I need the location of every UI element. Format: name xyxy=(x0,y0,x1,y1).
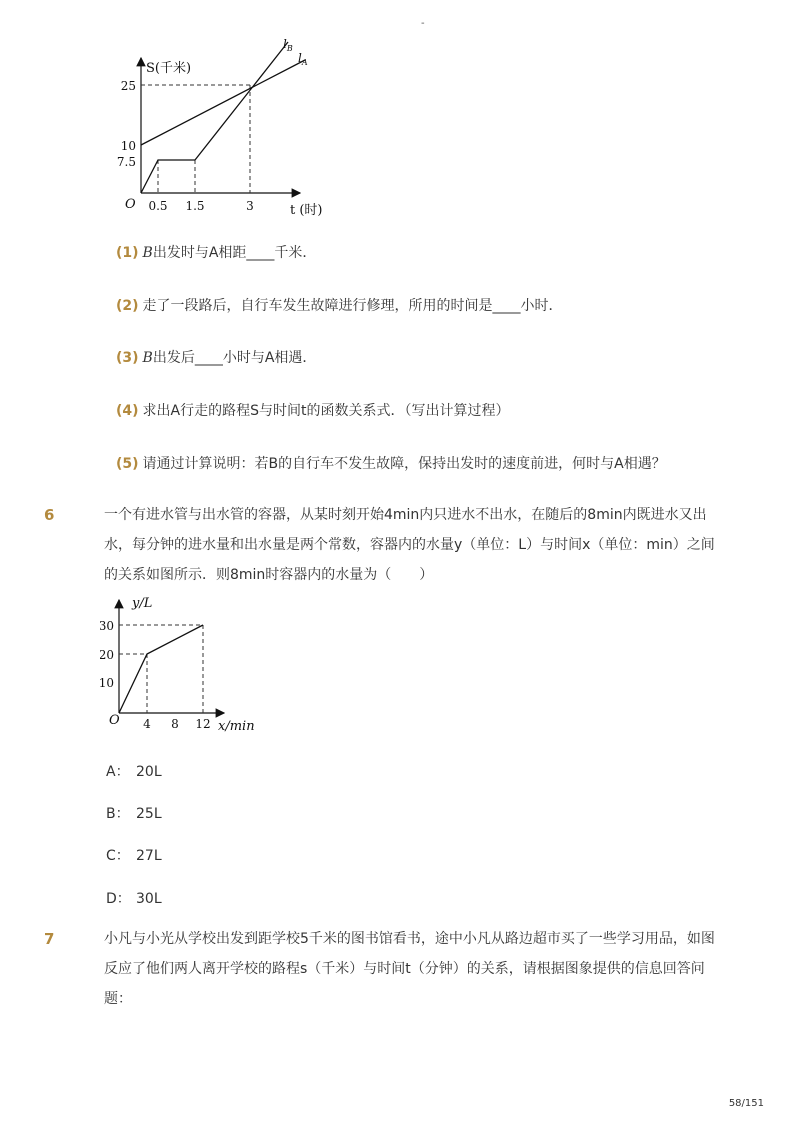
y-tick-25: 25 xyxy=(120,79,136,93)
y-tick-20: 20 xyxy=(100,648,114,662)
sub-text: 出发后____小时与A相遇． xyxy=(152,350,317,366)
option-d[interactable] xyxy=(106,888,162,908)
sub-text: 走了一段路后，自行车发生故障进行修理，所用的时间是____小时． xyxy=(142,298,563,314)
volume-line xyxy=(119,625,203,713)
x-tick-1-5: 1.5 xyxy=(185,199,205,213)
sub-num: (5) xyxy=(116,456,139,472)
line-b-label: $l_B$ xyxy=(283,37,293,53)
q6-number: 6 xyxy=(44,506,55,524)
distance-time-figure xyxy=(100,30,340,234)
x-tick-4: 4 xyxy=(143,717,151,731)
x-tick-8: 8 xyxy=(171,717,179,731)
q7-text: 小凡与小光从学校出发到距学校5千米的图书馆看书，途中小凡从路边超市买了一些学习用品，如图反应了他们两人离开学校的路程s（千米）与时间t（分钟）的关系，请根据图象提供的信息回答问题： xyxy=(104,931,715,1007)
header-mark: - xyxy=(421,18,425,29)
x-axis-label: x/min xyxy=(218,719,255,734)
page-number: 58/151 xyxy=(728,1098,764,1109)
sub-text: 出发时与A相距____千米． xyxy=(152,245,317,261)
var-b: B xyxy=(142,350,153,366)
y-tick-10: 10 xyxy=(120,139,136,153)
option-label: D： xyxy=(106,891,131,907)
distance-time-graph xyxy=(100,30,340,230)
origin-label: O xyxy=(125,197,136,212)
option-value: 20L xyxy=(136,764,162,780)
sub-num: (1) xyxy=(116,245,139,261)
option-label: C： xyxy=(106,848,130,864)
water-volume-figure xyxy=(100,590,270,744)
water-volume-graph xyxy=(100,590,270,740)
sub-num: (4) xyxy=(116,403,139,419)
option-c[interactable] xyxy=(106,845,162,865)
y-axis-label: y/L xyxy=(132,596,153,611)
q5-sub-2 xyxy=(116,296,563,316)
q7-number: 7 xyxy=(44,930,55,948)
var-b: B xyxy=(142,245,153,261)
sub-text: 求出A行走的路程S与时间t的函数关系式．（写出计算过程） xyxy=(142,403,510,419)
y-tick-10: 10 xyxy=(100,676,114,690)
option-value: 30L xyxy=(136,891,162,907)
q6-text: 一个有进水管与出水管的容器，从某时刻开始4min内只进水不出水，在随后的8min内既进水又出水，每分钟的进水量和出水量是两个常数，容器内的水量y（单位：L）与时间x（单位：min）之间的关系如图所示．则8min时容器内的水量为（ ） xyxy=(104,507,715,583)
sub-text: 请通过计算说明：若B的自行车不发生故障，保持出发时的速度前进，何时与A相遇？ xyxy=(142,456,666,472)
option-label: B： xyxy=(106,806,130,822)
q5-sub-1 xyxy=(116,243,316,263)
option-label: A： xyxy=(106,764,130,780)
q5-sub-5 xyxy=(116,454,666,474)
option-a[interactable] xyxy=(106,761,162,781)
x-tick-0-5: 0.5 xyxy=(148,199,168,213)
y-axis-label: S(千米) xyxy=(146,61,192,76)
x-axis-label: t (时) xyxy=(290,203,323,218)
y-tick-7-5: 7.5 xyxy=(116,155,136,169)
sub-num: (3) xyxy=(116,350,139,366)
option-b[interactable] xyxy=(106,803,162,823)
line-a-label: $l_A$ xyxy=(298,51,308,67)
x-tick-12: 12 xyxy=(195,717,211,731)
option-value: 25L xyxy=(136,806,162,822)
q5-sub-3 xyxy=(116,348,316,368)
origin-label: O xyxy=(109,713,120,728)
y-tick-30: 30 xyxy=(100,619,114,633)
x-tick-3: 3 xyxy=(246,199,254,213)
option-value: 27L xyxy=(136,848,162,864)
q5-sub-4 xyxy=(116,401,510,421)
sub-num: (2) xyxy=(116,298,139,314)
